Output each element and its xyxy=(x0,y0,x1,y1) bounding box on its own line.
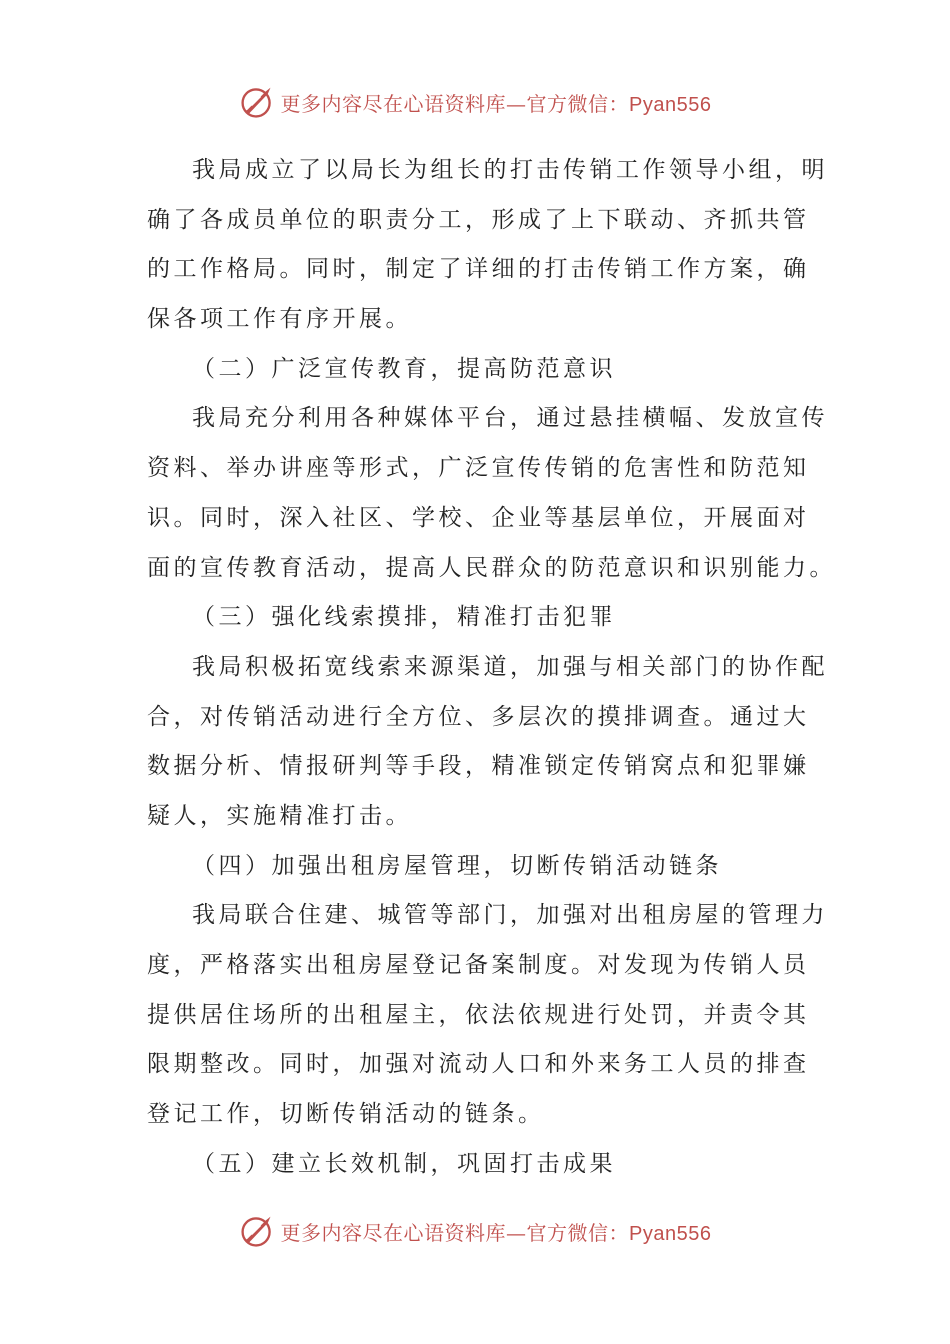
watermark-brand: 更多内容尽在心语资料库 xyxy=(280,1220,507,1245)
text-line: 面的宣传教育活动，提高人民群众的防范意识和识别能力。 xyxy=(147,554,836,581)
text-line: 我局成立了以局长为组长的打击传销工作领导小组，明 xyxy=(192,157,828,183)
watermark-separator: — xyxy=(506,91,527,116)
text-line: 我局积极拓宽线索来源渠道，加强与相关部门的协作配 xyxy=(192,653,828,680)
text-line: 登记工作，切断传销活动的链条。 xyxy=(147,1101,545,1128)
watermark-wechat-label: 官方微信： xyxy=(526,1220,630,1245)
text-line: 提供居住场所的出租屋主，依法依规进行处罚，并责令其 xyxy=(147,1001,810,1028)
text-line: 保各项工作有序开展。 xyxy=(147,306,412,333)
watermark-brand: 更多内容尽在心语资料库 xyxy=(280,91,507,116)
text-line: 合，对传销活动进行全方位、多层次的摸排调查。通过大 xyxy=(147,703,810,730)
watermark-wechat-id: Pyan556 xyxy=(629,1222,712,1245)
text-line: 数据分析、情报研判等手段，精准锁定传销窝点和犯罪嫌 xyxy=(147,753,810,780)
header-watermark xyxy=(0,82,950,122)
text-line: 我局充分利用各种媒体平台，通过悬挂横幅、发放宣传 xyxy=(192,405,828,432)
watermark-wechat-label: 官方微信： xyxy=(526,91,630,116)
section-heading: （五）建立长效机制，巩固打击成果 xyxy=(192,1150,616,1177)
footer-watermark xyxy=(0,1211,950,1251)
text-line: 度，严格落实出租房屋登记备案制度。对发现为传销人员 xyxy=(147,952,810,978)
watermark-text xyxy=(281,88,712,117)
section-heading: （四）加强出租房屋管理，切断传销活动链条 xyxy=(192,852,722,879)
quill-logo-icon xyxy=(239,1213,275,1249)
watermark-wechat-id: Pyan556 xyxy=(629,93,712,116)
section-heading: （三）强化线索摸排，精准打击犯罪 xyxy=(192,604,616,631)
text-line: 确了各成员单位的职责分工，形成了上下联动、齐抓共管 xyxy=(147,206,810,233)
document-body xyxy=(147,146,836,1189)
text-line: 识。同时，深入社区、学校、企业等基层单位，开展面对 xyxy=(147,504,810,531)
text-line: 资料、举办讲座等形式，广泛宣传传销的危害性和防范知 xyxy=(147,455,810,482)
watermark-separator: — xyxy=(506,1220,527,1245)
section-heading: （二）广泛宣传教育，提高防范意识 xyxy=(192,355,616,382)
text-line: 疑人，实施精准打击。 xyxy=(147,802,412,829)
quill-logo-icon xyxy=(239,84,275,120)
text-line: 限期整改。同时，加强对流动人口和外来务工人员的排查 xyxy=(147,1051,810,1078)
text-line: 我局联合住建、城管等部门，加强对出租房屋的管理力 xyxy=(192,902,828,929)
text-line: 的工作格局。同时，制定了详细的打击传销工作方案，确 xyxy=(147,256,810,283)
watermark-text xyxy=(281,1217,712,1246)
